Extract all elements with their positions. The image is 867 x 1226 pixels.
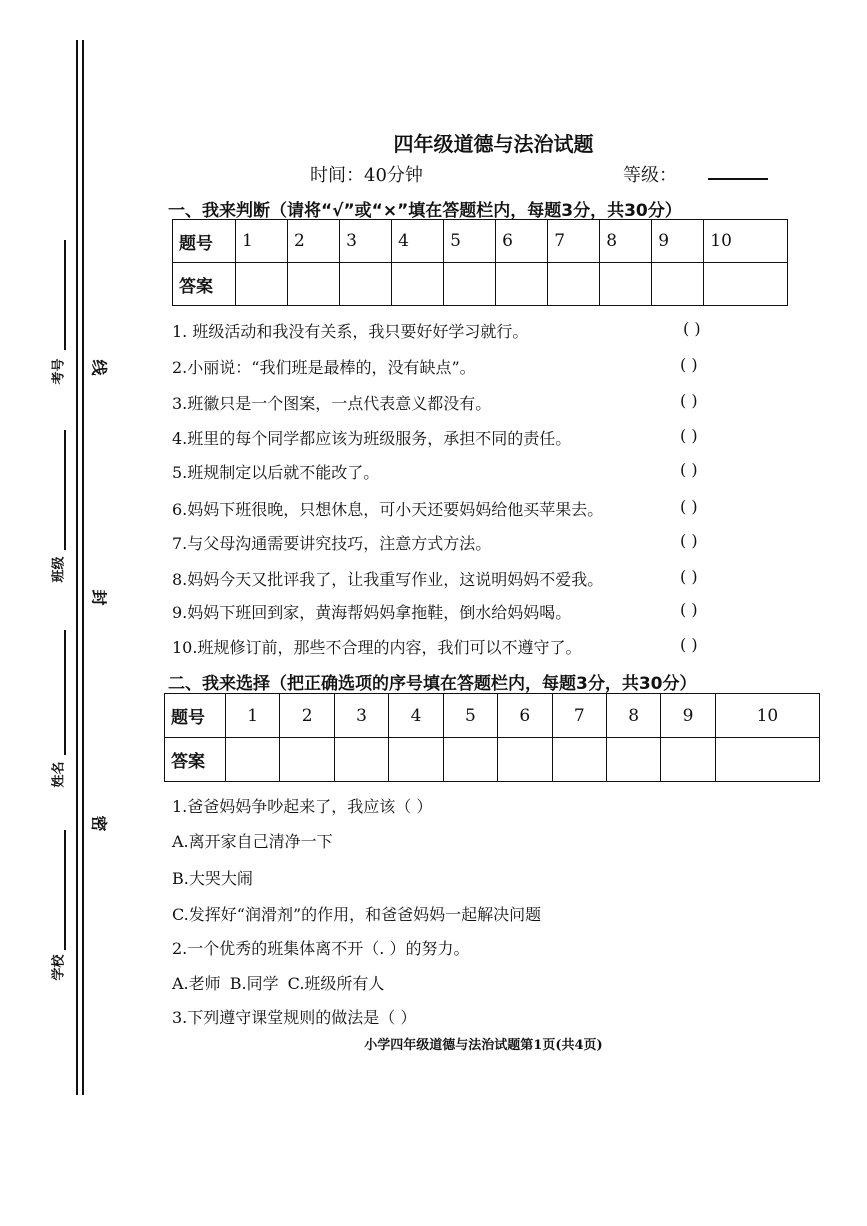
table-cell-number: 10 <box>715 694 819 738</box>
table-cell-number: 5 <box>444 220 496 263</box>
choice-option-1a: A.离开家自己清净一下 <box>172 832 333 851</box>
answer-cell[interactable] <box>496 263 548 306</box>
table-cell-number: 8 <box>606 694 660 738</box>
answer-cell[interactable] <box>552 738 606 782</box>
judge-question-3: 3.班徽只是一个图案，一点代表意义都没有。 <box>172 394 492 413</box>
choice-options-2: A.老师 B.同学 C.班级所有人 <box>172 974 385 993</box>
page-footer: 小学四年级道德与法治试题第1页(共4页) <box>364 1038 603 1053</box>
table-cell-number: 2 <box>288 220 340 263</box>
line-mark: 线 <box>89 359 109 376</box>
table-cell-number: 5 <box>443 694 497 738</box>
answer-cell[interactable] <box>704 263 788 306</box>
table-cell-number: 9 <box>652 220 704 263</box>
judge-answer-paren-9[interactable]: ( ) <box>680 600 698 619</box>
name-blank <box>64 630 66 755</box>
section1-heading: 一、我来判断（请将“√”或“×”填在答题栏内，每题3分，共30分） <box>168 201 682 221</box>
exam-number-blank <box>64 240 66 350</box>
judge-answer-paren-10[interactable]: ( ) <box>680 635 698 654</box>
answer-cell[interactable] <box>606 738 660 782</box>
table-cell-number: 1 <box>236 220 288 263</box>
school-blank <box>64 830 66 950</box>
secret-mark: 密 <box>89 815 109 832</box>
class-blank <box>64 430 66 550</box>
binding-line-inner <box>82 40 84 1095</box>
judge-answer-paren-6[interactable]: ( ) <box>680 497 698 516</box>
table-cell-number: 8 <box>600 220 652 263</box>
table-cell-number: 2 <box>280 694 334 738</box>
table-cell-number: 4 <box>392 220 444 263</box>
judge-answer-paren-4[interactable]: ( ) <box>680 426 698 445</box>
judge-question-9: 9.妈妈下班回到家，黄海帮妈妈拿拖鞋，倒水给妈妈喝。 <box>172 603 572 622</box>
school-label: 学校 <box>51 954 67 981</box>
page-title: 四年级道德与法治试题 <box>393 132 594 156</box>
judge-question-8: 8.妈妈今天又批评我了，让我重写作业，这说明妈妈不爱我。 <box>172 570 604 589</box>
section1-number-row <box>173 220 788 263</box>
name-label: 姓名 <box>51 761 67 788</box>
table-header-answer: 答案 <box>165 738 226 782</box>
table-cell-number: 7 <box>552 694 606 738</box>
choice-option-1c: C.发挥好“润滑剂”的作用，和爸爸妈妈一起解决问题 <box>172 905 542 924</box>
choice-option-1b: B.大哭大闹 <box>172 869 253 888</box>
table-cell-number: 3 <box>340 220 392 263</box>
answer-cell[interactable] <box>444 263 496 306</box>
judge-question-2: 2.小丽说：“我们班是最棒的，没有缺点”。 <box>172 358 476 377</box>
answer-cell[interactable] <box>389 738 443 782</box>
time-label: 时间：40分钟 <box>310 165 423 186</box>
answer-cell[interactable] <box>652 263 704 306</box>
table-cell-number: 7 <box>548 220 600 263</box>
grade-blank <box>708 178 768 180</box>
choice-question-3: 3.下列遵守课堂规则的做法是（ ） <box>172 1008 417 1027</box>
answer-cell[interactable] <box>661 738 715 782</box>
answer-cell[interactable] <box>548 263 600 306</box>
section2-number-row <box>165 694 820 738</box>
grade-label: 等级： <box>623 165 677 186</box>
answer-cell[interactable] <box>288 263 340 306</box>
table-header-answer: 答案 <box>173 263 236 306</box>
judge-question-5: 5.班规制定以后就不能改了。 <box>172 463 380 482</box>
section1-answer-table <box>172 219 788 306</box>
judge-answer-paren-3[interactable]: ( ) <box>680 391 698 410</box>
judge-answer-paren-5[interactable]: ( ) <box>680 460 698 479</box>
judge-question-6: 6.妈妈下班很晚，只想休息，可小天还要妈妈给他买苹果去。 <box>172 500 604 519</box>
binding-line-outer <box>76 40 78 1095</box>
section2-answer-table <box>164 693 820 782</box>
table-cell-number: 10 <box>704 220 788 263</box>
table-cell-number: 3 <box>334 694 388 738</box>
answer-cell[interactable] <box>715 738 819 782</box>
answer-cell[interactable] <box>392 263 444 306</box>
judge-question-4: 4.班里的每个同学都应该为班级服务，承担不同的责任。 <box>172 429 572 448</box>
table-cell-number: 1 <box>226 694 280 738</box>
judge-answer-paren-1[interactable]: ( ) <box>683 319 701 338</box>
answer-cell[interactable] <box>600 263 652 306</box>
table-cell-number: 6 <box>498 694 552 738</box>
answer-cell[interactable] <box>443 738 497 782</box>
choice-question-2: 2.一个优秀的班集体离不开（. ）的努力。 <box>172 939 470 958</box>
judge-answer-paren-2[interactable]: ( ) <box>680 355 698 374</box>
table-header-number: 题号 <box>173 220 236 263</box>
exam-number-label: 考号 <box>51 358 67 385</box>
answer-cell[interactable] <box>498 738 552 782</box>
section2-answer-row <box>165 738 820 782</box>
answer-cell[interactable] <box>340 263 392 306</box>
answer-cell[interactable] <box>226 738 280 782</box>
answer-cell[interactable] <box>334 738 388 782</box>
table-cell-number: 6 <box>496 220 548 263</box>
judge-answer-paren-8[interactable]: ( ) <box>680 567 698 586</box>
section1-answer-row <box>173 263 788 306</box>
class-label: 班级 <box>51 556 67 583</box>
seal-mark: 封 <box>89 589 109 606</box>
table-cell-number: 9 <box>661 694 715 738</box>
judge-question-1: 1. 班级活动和我没有关系，我只要好好学习就行。 <box>172 322 529 341</box>
table-header-number: 题号 <box>165 694 226 738</box>
judge-question-7: 7.与父母沟通需要讲究技巧，注意方式方法。 <box>172 534 492 553</box>
answer-cell[interactable] <box>236 263 288 306</box>
section2-heading: 二、我来选择（把正确选项的序号填在答题栏内，每题3分，共30分） <box>168 674 697 694</box>
judge-question-10: 10.班规修订前，那些不合理的内容，我们可以不遵守了。 <box>172 638 582 657</box>
judge-answer-paren-7[interactable]: ( ) <box>680 531 698 550</box>
answer-cell[interactable] <box>280 738 334 782</box>
choice-question-1: 1.爸爸妈妈争吵起来了，我应该（ ） <box>172 797 433 816</box>
table-cell-number: 4 <box>389 694 443 738</box>
